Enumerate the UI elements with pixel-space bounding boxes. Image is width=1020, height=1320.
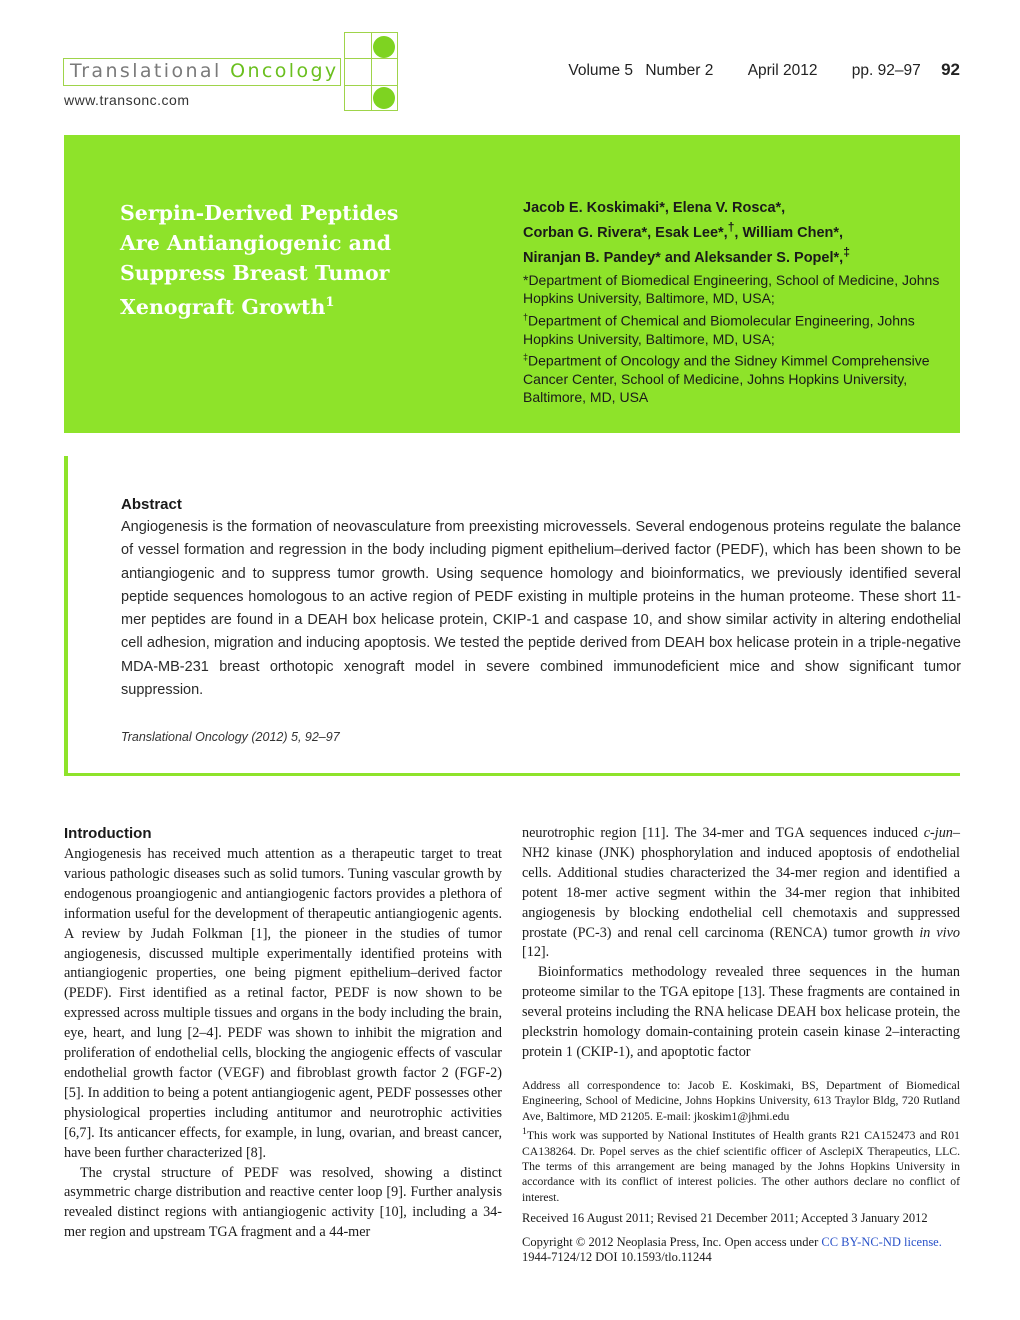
logo-dot-icon: [373, 36, 395, 58]
journal-name-part1: Translational: [70, 60, 231, 82]
title-footnote-mark: 1: [325, 295, 335, 310]
body-column-right: [522, 824, 960, 1063]
citation-line: Translational Oncology (2012) 5, 92–97: [121, 730, 340, 744]
affiliation-1: *Department of Biomedical Engineering, School of Medicine, Johns Hopkins University, Baltimore, MD, USA;: [523, 272, 940, 307]
page-range: pp. 92–97: [851, 62, 921, 79]
journal-logo-text: [70, 60, 339, 82]
issue-date: April 2012: [747, 62, 818, 79]
correspondence-note: Address all correspondence to: Jacob E. Koskimaki, BS, Department of Biomedical Engineering, School of Medicine, Johns Hopkins University, 613 Traylor Bldg, 720 Rutland Ave, Baltimore, MD 21205. E-mail: jkoskim1@jhmi.edu: [522, 1079, 960, 1123]
volume: Volume 5: [568, 62, 633, 79]
journal-url[interactable]: www.transonc.com: [64, 92, 190, 108]
page-number: 92: [941, 60, 960, 79]
logo-dot-icon: [373, 87, 395, 109]
author-list: Jacob E. Koskimaki*, Elena V. Rosca*, Corban G. Rivera*, Esak Lee*,†, William Chen*, Niranjan B. Pandey* and Aleksander S. Popel*,‡: [523, 200, 850, 266]
affiliation-2: Department of Chemical and Biomolecular Engineering, Johns Hopkins University, Baltimore, MD, USA;: [523, 312, 915, 347]
body-paragraph: Bioinformatics methodology revealed three sequences in the human proteome similar to the TGA epitope [13]. These fragments are contained in several proteins including the RNA helicase DEAH box helicase protein, the pleckstrin homology domain-containing protein casein kinase 2–interacting protein 1 (CKIP-1), and apoptotic factor: [522, 964, 960, 1060]
body-paragraph: neurotrophic region [11]. The 34-mer and TGA sequences induced c-jun–NH2 kinase (JNK) phosphorylation and induced apoptosis of endothelial cells. Additional studies characterized the 34-mer region and identified a potent 18-mer active segment within the 34-mer region that inhibited angiogenesis by blocking endothelial cell chemotaxis and suppressed prostate (PC-3) and renal cell carcinoma (RENCA) tumor growth in vivo [12].: [522, 825, 961, 961]
body-column-left: [64, 824, 502, 1243]
funding-footnote: $^1$This work was supported by National Institutes of Health grants R21 CA152473 and R01 CA138264. Dr. Popel serves as the chief scientific officer of AsclepiX Therapeutics, LLC. The terms of this arrangement are being managed by the Johns Hopkins University in accordance with its conflict of interest policies. The other authors declare no conflict of interest.: [522, 1126, 960, 1204]
article-title: Serpin-Derived Peptides Are Antiangiogenic and Suppress Breast Tumor Xenograft Growth$^1$: [120, 201, 399, 319]
issue-info: [560, 60, 960, 80]
title-block: [64, 135, 960, 433]
abstract-heading: Abstract: [121, 496, 182, 513]
copyright-line: Copyright © 2012 Neoplasia Press, Inc. Open access under CC BY-NC-ND license.: [522, 1234, 942, 1249]
body-paragraph: Angiogenesis has received much attention as a therapeutic target to treat various pathologic diseases such as solid tumors. Tuning vascular growth by endogenous proangiogenic and antiangiogenic factors provides a plethora of information useful for the development of therapeutic antiangiogenic agents. A review by Judah Folkman [1], the pioneer in the studies of tumor angiogenesis, discussed multiple experimentally identified proteins with antiangiogenic properties, one being pigment epithelium–derived factor (PEDF). First identified as a retinal factor, PEDF is now shown to be expressed across multiple tissues and organs in the body including the brain, eye, heart, and lung [2–4]. PEDF was shown to inhibit the migration and proliferation of endothelial cells, blocking the angiogenic effects of vascular endothelial growth factor (VEGF) and fibroblast growth factor 2 (FGF-2) [5]. In addition to being a potent antiangiogenic agent, PEDF possesses other physiological properties including antitumor and neurotrophic activities [6,7]. Its anticancer effects, for example, in lung, ovarian, and breast cancer, have been further characterized [8].: [64, 846, 502, 1161]
number: Number 2: [645, 62, 714, 79]
affiliation-3: Department of Oncology and the Sidney Kimmel Comprehensive Cancer Center, School of Medicine, Johns Hopkins University, Baltimore, MD, USA: [523, 352, 930, 406]
journal-name-part2: Oncology: [230, 60, 339, 82]
received-dates: Received 16 August 2011; Revised 21 December 2011; Accepted 3 January 2012: [522, 1211, 928, 1226]
issn-doi: 1944-7124/12 DOI 10.1593/tlo.11244: [522, 1249, 712, 1264]
article-notes: [522, 1078, 960, 1265]
abstract-text: Angiogenesis is the formation of neovasculature from preexisting microvessels. Several endogenous proteins regulate the balance of vessel formation and regression in the body including pigment epithelium–derived factor (PEDF), which has been shown to be antiangiogenic and to suppress tumor growth. Using sequence homology and bioinformatics, we previously identified several peptide sequences homologous to an active region of PEDF existing in multiple proteins in the human proteome. These short 11-mer peptides are found in a DEAH box helicase protein, CKIP-1 and caspase 10, and show similar activity in altering endothelial cell adhesion, migration and inducing apoptosis. We tested the peptide derived from DEAH box helicase protein in a triple-negative MDA-MB-231 breast orthotopic xenograft model in severe combined immunodeficient mice and show significant tumor suppression.: [121, 519, 961, 699]
license-link[interactable]: CC BY-NC-ND license.: [821, 1234, 942, 1249]
section-heading-introduction: Introduction: [64, 825, 152, 842]
body-paragraph: The crystal structure of PEDF was resolved, showing a distinct asymmetric charge distribution and reactive center loop [9]. Further analysis revealed distinct regions with antiangiogenic activity [10], including a 34-mer region and upstream TGA fragment and a 44-mer: [64, 1164, 502, 1241]
affiliations: *Department of Biomedical Engineering, School of Medicine, Johns Hopkins University, Baltimore, MD, USA; †Department of Chemical and Biomolecular Engineering, Johns Hopkins University, Baltimore, MD, USA; ‡Department of Oncology and the Sidney Kimmel Comprehensive Cancer Center, School of Medicine, Johns Hopkins University, Baltimore, MD, USA: [523, 272, 940, 406]
